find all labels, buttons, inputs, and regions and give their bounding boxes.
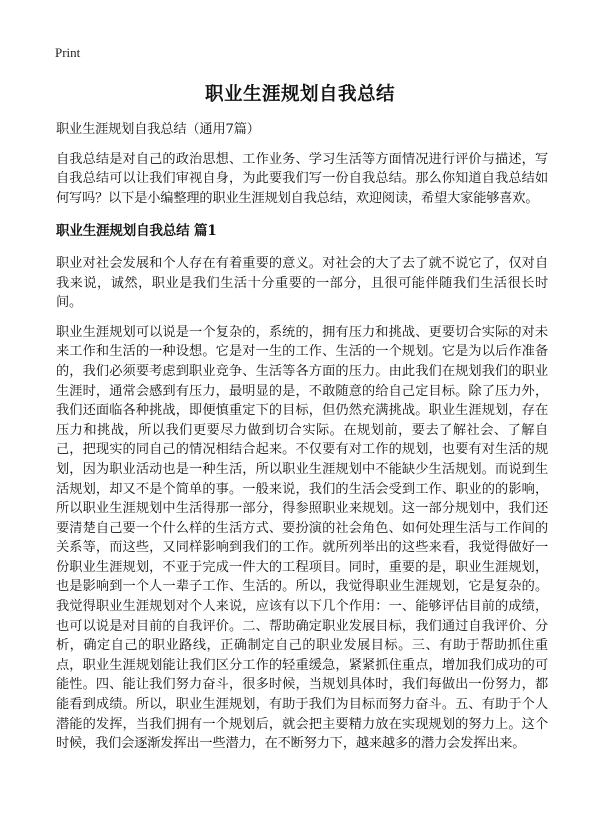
document-subtitle: 职业生涯规划自我总结（通用7篇） (56, 122, 260, 137)
intro-paragraph: 自我总结是对自己的政治思想、工作业务、学习生活等方面情况进行评价与描述，写自我总结可以让我们审视自身，为此要我们写一份自我总结。那么你知道自我总结如何写吗？以下是小编整理的职业生涯规划自我总结，欢迎阅读，希望大家能够喜欢。 (56, 151, 548, 206)
body-paragraph-1: 职业对社会发展和个人存在有着重要的意义。对社会的大了去了就不说它了，仅对自我来说，诚然，职业是我们生活十分重要的一部分，且很可能伴随我们生活很长时间。 (56, 255, 548, 311)
body-paragraph-2: 职业生涯规划可以说是一个复杂的，系统的，拥有压力和挑战、更要切合实际的对未来工作和生活的一种设想。它是对一生的工作、生活的一个规划。它是为以后作准备的，我们必须要考虑到职业竞争、生活等各方面的压力。由此我们在规划我们的职业生涯时，通常会感到有压力，最明显的是，不敢随意的给自己定目标。除了压力外，我们还面临各种挑战，即便慎重定下的目标，但仍然充满挑战。职业生涯规划，存在压力和挑战，所以我们更要尽力做到切合实际。在规划前，要去了解社会、了解自己，把现实的同自己的情况相结合起来。不仅要有对工作的规划，也要有对生活的规划，因为职业活动也是一种生活，所以职业生涯规划中不能缺少生活规划。而说到生活规划，却又不是个简单的事。一般来说，我们的生活会受到工作、职业的的影响，所以职业生涯规划中生活得那一部分，得参照职业来规划。这一部分规划中，我们还要清楚自己要一个什么样的生活方式、要扮演的社会角色、如何处理生活与工作间的关系等，而这些，又同样影响到我们的工作。就所列举出的这些来看，我觉得做好一份职业生涯规划，不亚于完成一件大的工程项目。同时，重要的是，职业生涯规划，也是影响到一个人一辈子工作、生活的。所以，我觉得职业生涯规划，它是复杂的。我觉得职业生涯规划对个人来说，应该有以下几个作用：一、能够评估目前的成绩，也可以说是对目前的自我评价。二、帮助确定职业发展目标，我们通过自我评价、分析，确定自己的职业路线，正确制定自己的职业发展目标。三、有助于帮助抓住重点，职业生涯规划能让我们区分工作的轻重缓急，紧紧抓住重点，增加我们成功的可能性。四、能让我们努力奋斗，很多时候，当规划具体时，我们每做出一份努力，都能看到成绩。所以，职业生涯规划，有助于我们为目标而努力奋斗。五、有助于个人潜能的发挥，当我们拥有一个规划后，就会把主要精力放在实现规划的努力上。这个时候，我们会逐渐发挥出一些潜力，在不断努力下，越来越多的潜力会发挥出来。 (56, 324, 548, 752)
section-heading: 职业生涯规划自我总结 篇1 (56, 223, 217, 240)
print-label: Print (55, 45, 81, 60)
document-title: 职业生涯规划自我总结 (204, 84, 395, 105)
document-body (56, 120, 548, 764)
